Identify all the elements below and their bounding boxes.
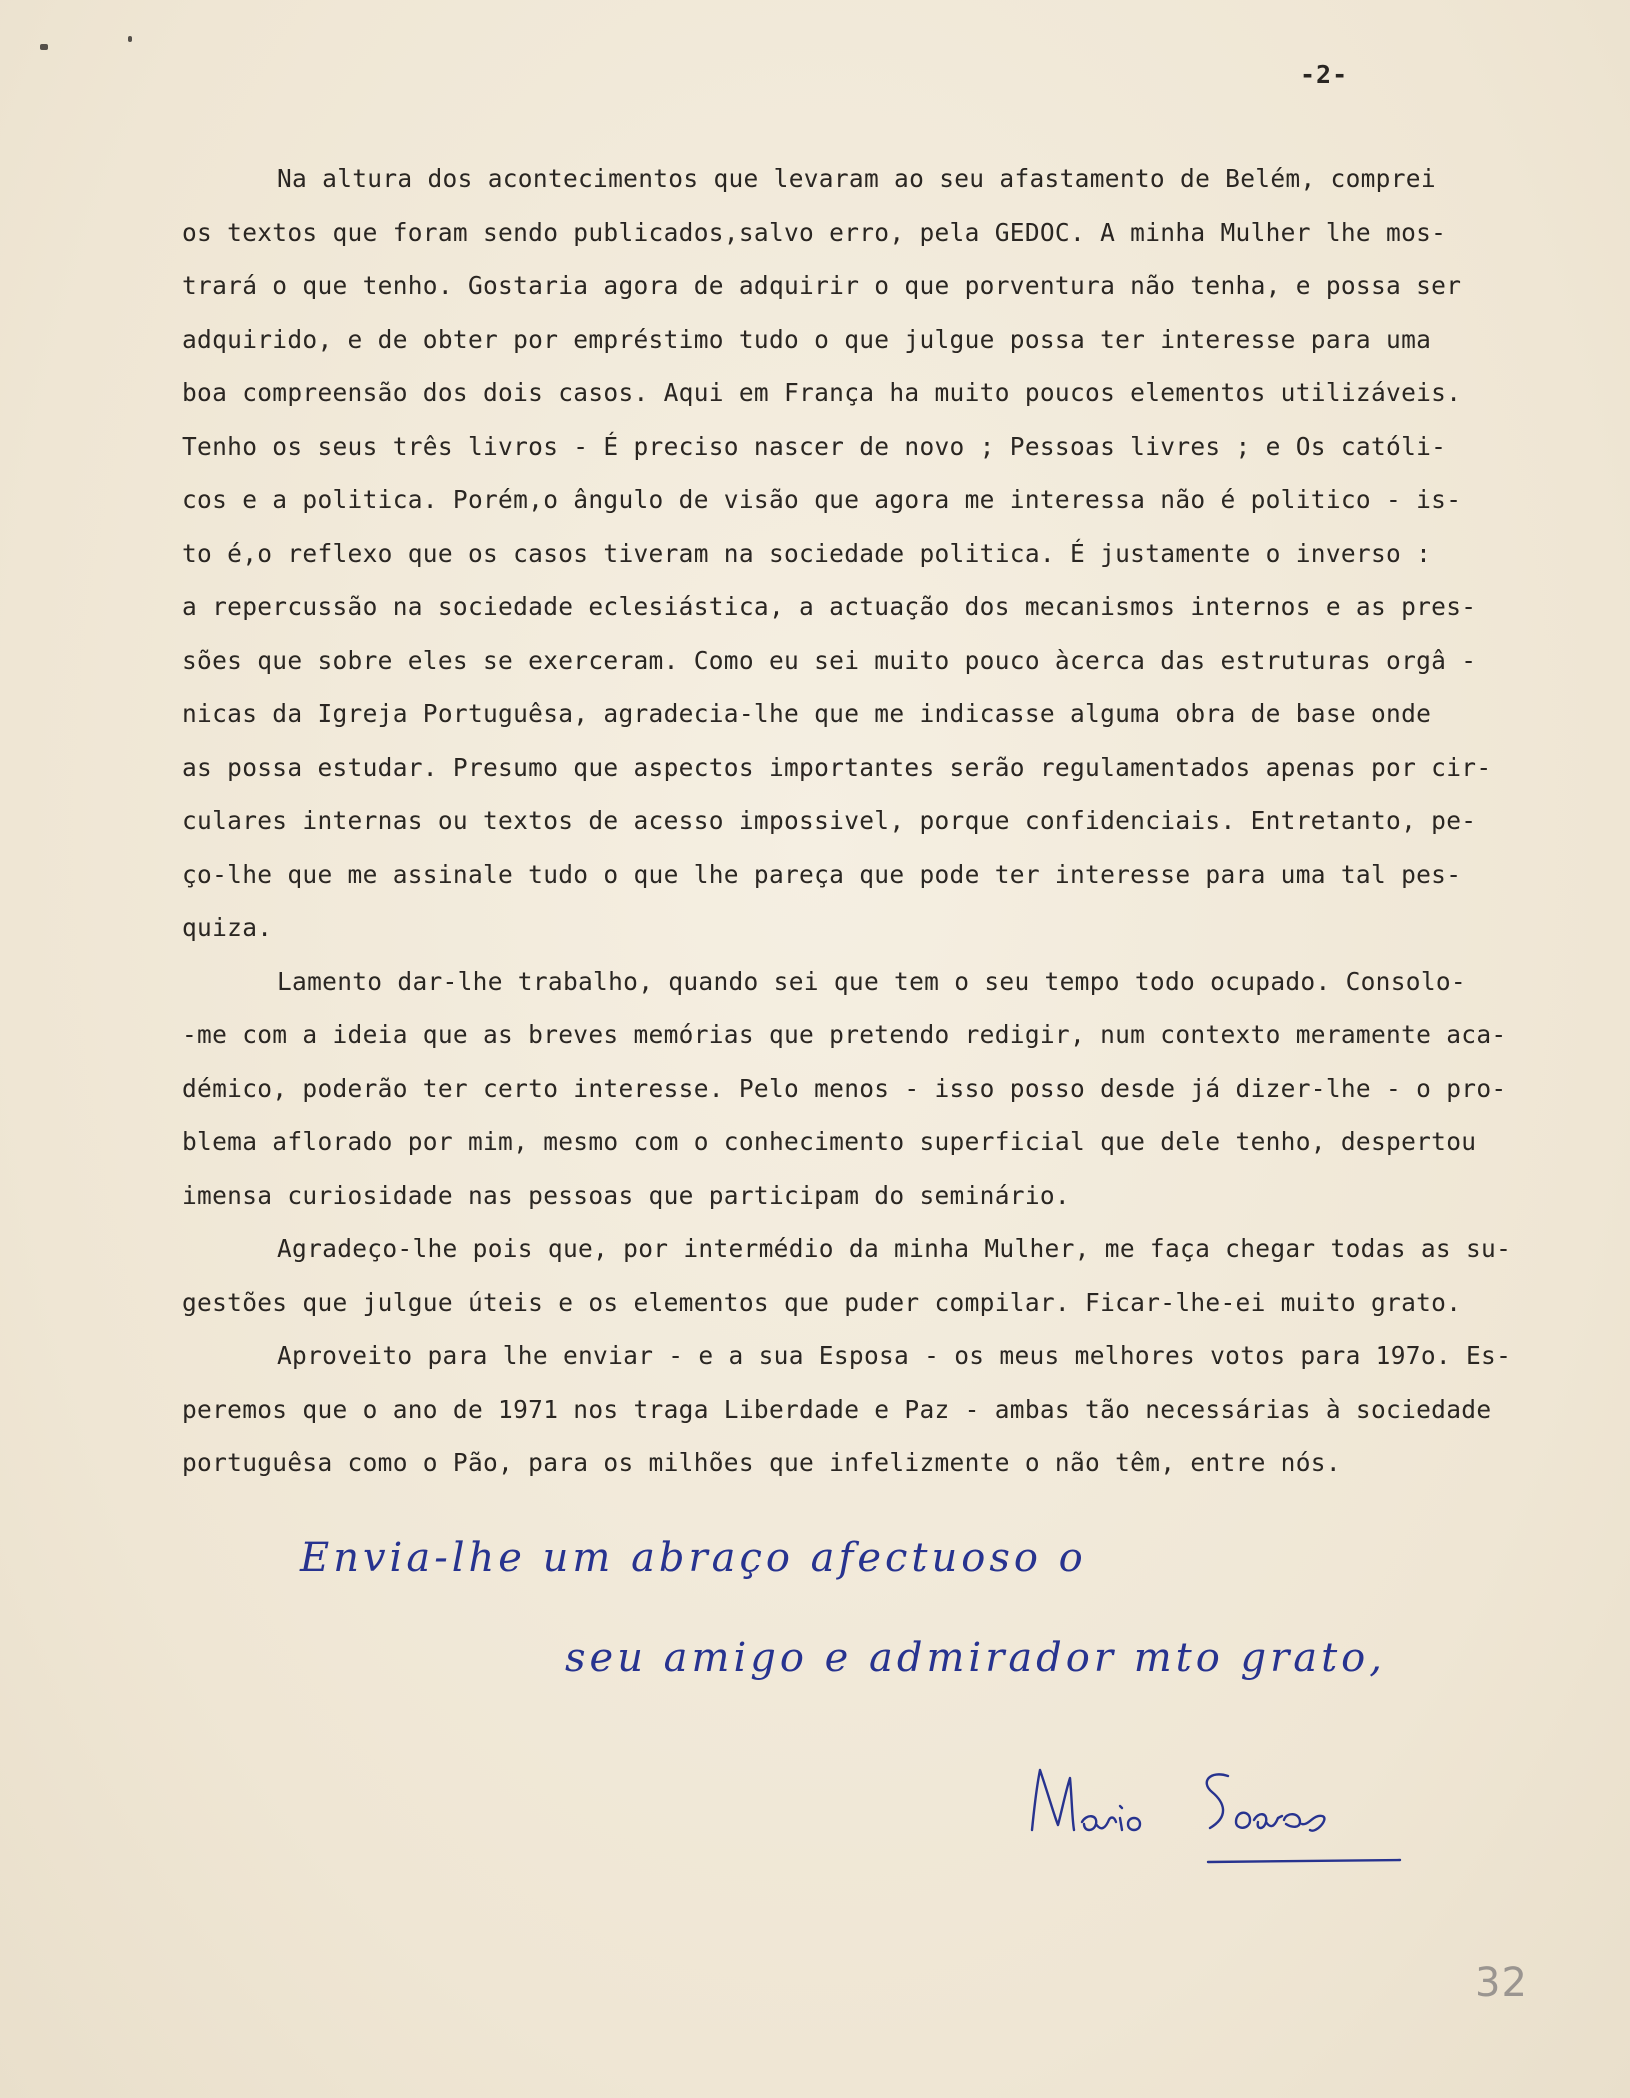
handwritten-closing-line-2: seu amigo e admirador mto grato, (565, 1635, 1386, 1681)
text-line: boa compreensão dos dois casos. Aqui em França ha muito poucos elementos utilizáveis. (182, 378, 1462, 407)
text-line: Tenho os seus três livros - É preciso nascer de novo ; Pessoas livres ; e Os católi- (182, 431, 1447, 461)
text-line: adquirido, e de obter por empréstimo tudo o que julgue possa ter interesse para uma (182, 324, 1432, 354)
text-line: Na altura dos acontecimentos que levaram ao seu afastamento de Belém, comprei (277, 164, 1436, 193)
text-line: démico, poderão ter certo interesse. Pelo menos - isso posso desde já dizer-lhe - o pro- (182, 1073, 1507, 1103)
signature (1010, 1730, 1410, 1870)
text-line: Agradeço-lhe pois que, por intermédio da minha Mulher, me faça chegar todas as su- (277, 1234, 1512, 1263)
text-line: to é,o reflexo que os casos tiveram na sociedade politica. É justamente o inverso : (182, 538, 1432, 568)
text-line: a repercussão na sociedade eclesiástica, a actuação dos mecanismos internos e as pres- (182, 592, 1477, 621)
paragraph (182, 152, 1572, 955)
page-number: -2- (1300, 60, 1349, 89)
text-line: trará o que tenho. Gostaria agora de adquirir o que porventura não tenha, e possa ser (182, 271, 1462, 300)
paragraph (182, 1222, 1572, 1329)
text-line: imensa curiosidade nas pessoas que participam do seminário. (182, 1180, 1070, 1210)
handwritten-closing-line-1: Envia-lhe um abraço afectuoso o (300, 1535, 1087, 1581)
text-line: as possa estudar. Presumo que aspectos importantes serão regulamentados apenas por cir- (182, 752, 1492, 782)
paper-speck (40, 44, 48, 50)
archive-number: 32 (1475, 1960, 1528, 2006)
signature-drawing (1010, 1730, 1410, 1870)
text-line: -me com a ideia que as breves memórias que pretendo redigir, num contexto meramente aca- (182, 1020, 1507, 1049)
text-line: culares internas ou textos de acesso impossivel, porque confidenciais. Entretanto, pe- (182, 806, 1477, 835)
paragraph (182, 1329, 1572, 1490)
text-line: peremos que o ano de 1971 nos traga Liberdade e Paz - ambas tão necessárias à sociedade (182, 1394, 1492, 1424)
paragraph (182, 955, 1572, 1223)
text-line: sões que sobre eles se exerceram. Como eu sei muito pouco àcerca das estruturas orgâ - (182, 645, 1477, 675)
text-line: gestões que julgue úteis e os elementos que puder compilar. Ficar-lhe-ei muito grato. (182, 1287, 1462, 1317)
text-line: blema aflorado por mim, mesmo com o conhecimento superficial que dele tenho, despertou (182, 1127, 1477, 1156)
text-line: os textos que foram sendo publicados,salvo erro, pela GEDOC. A minha Mulher lhe mos- (182, 217, 1447, 247)
text-line: Aproveito para lhe enviar - e a sua Esposa - os meus melhores votos para 197o. Es- (277, 1341, 1512, 1370)
text-line: nicas da Igreja Portuguêsa, agradecia-lhe que me indicasse alguma obra de base onde (182, 699, 1432, 728)
text-line: Lamento dar-lhe trabalho, quando sei que tem o seu tempo todo ocupado. Consolo- (277, 966, 1466, 996)
text-line: cos e a politica. Porém,o ângulo de visão que agora me interessa não é politico - is- (182, 485, 1462, 514)
text-line: ço-lhe que me assinale tudo o que lhe pareça que pode ter interesse para uma tal pes- (182, 859, 1462, 889)
text-line: portuguêsa como o Pão, para os milhões que infelizmente o não têm, entre nós. (182, 1448, 1341, 1477)
text-line: quiza. (182, 913, 273, 942)
paper-speck (128, 36, 132, 42)
letter-body (182, 152, 1572, 1490)
